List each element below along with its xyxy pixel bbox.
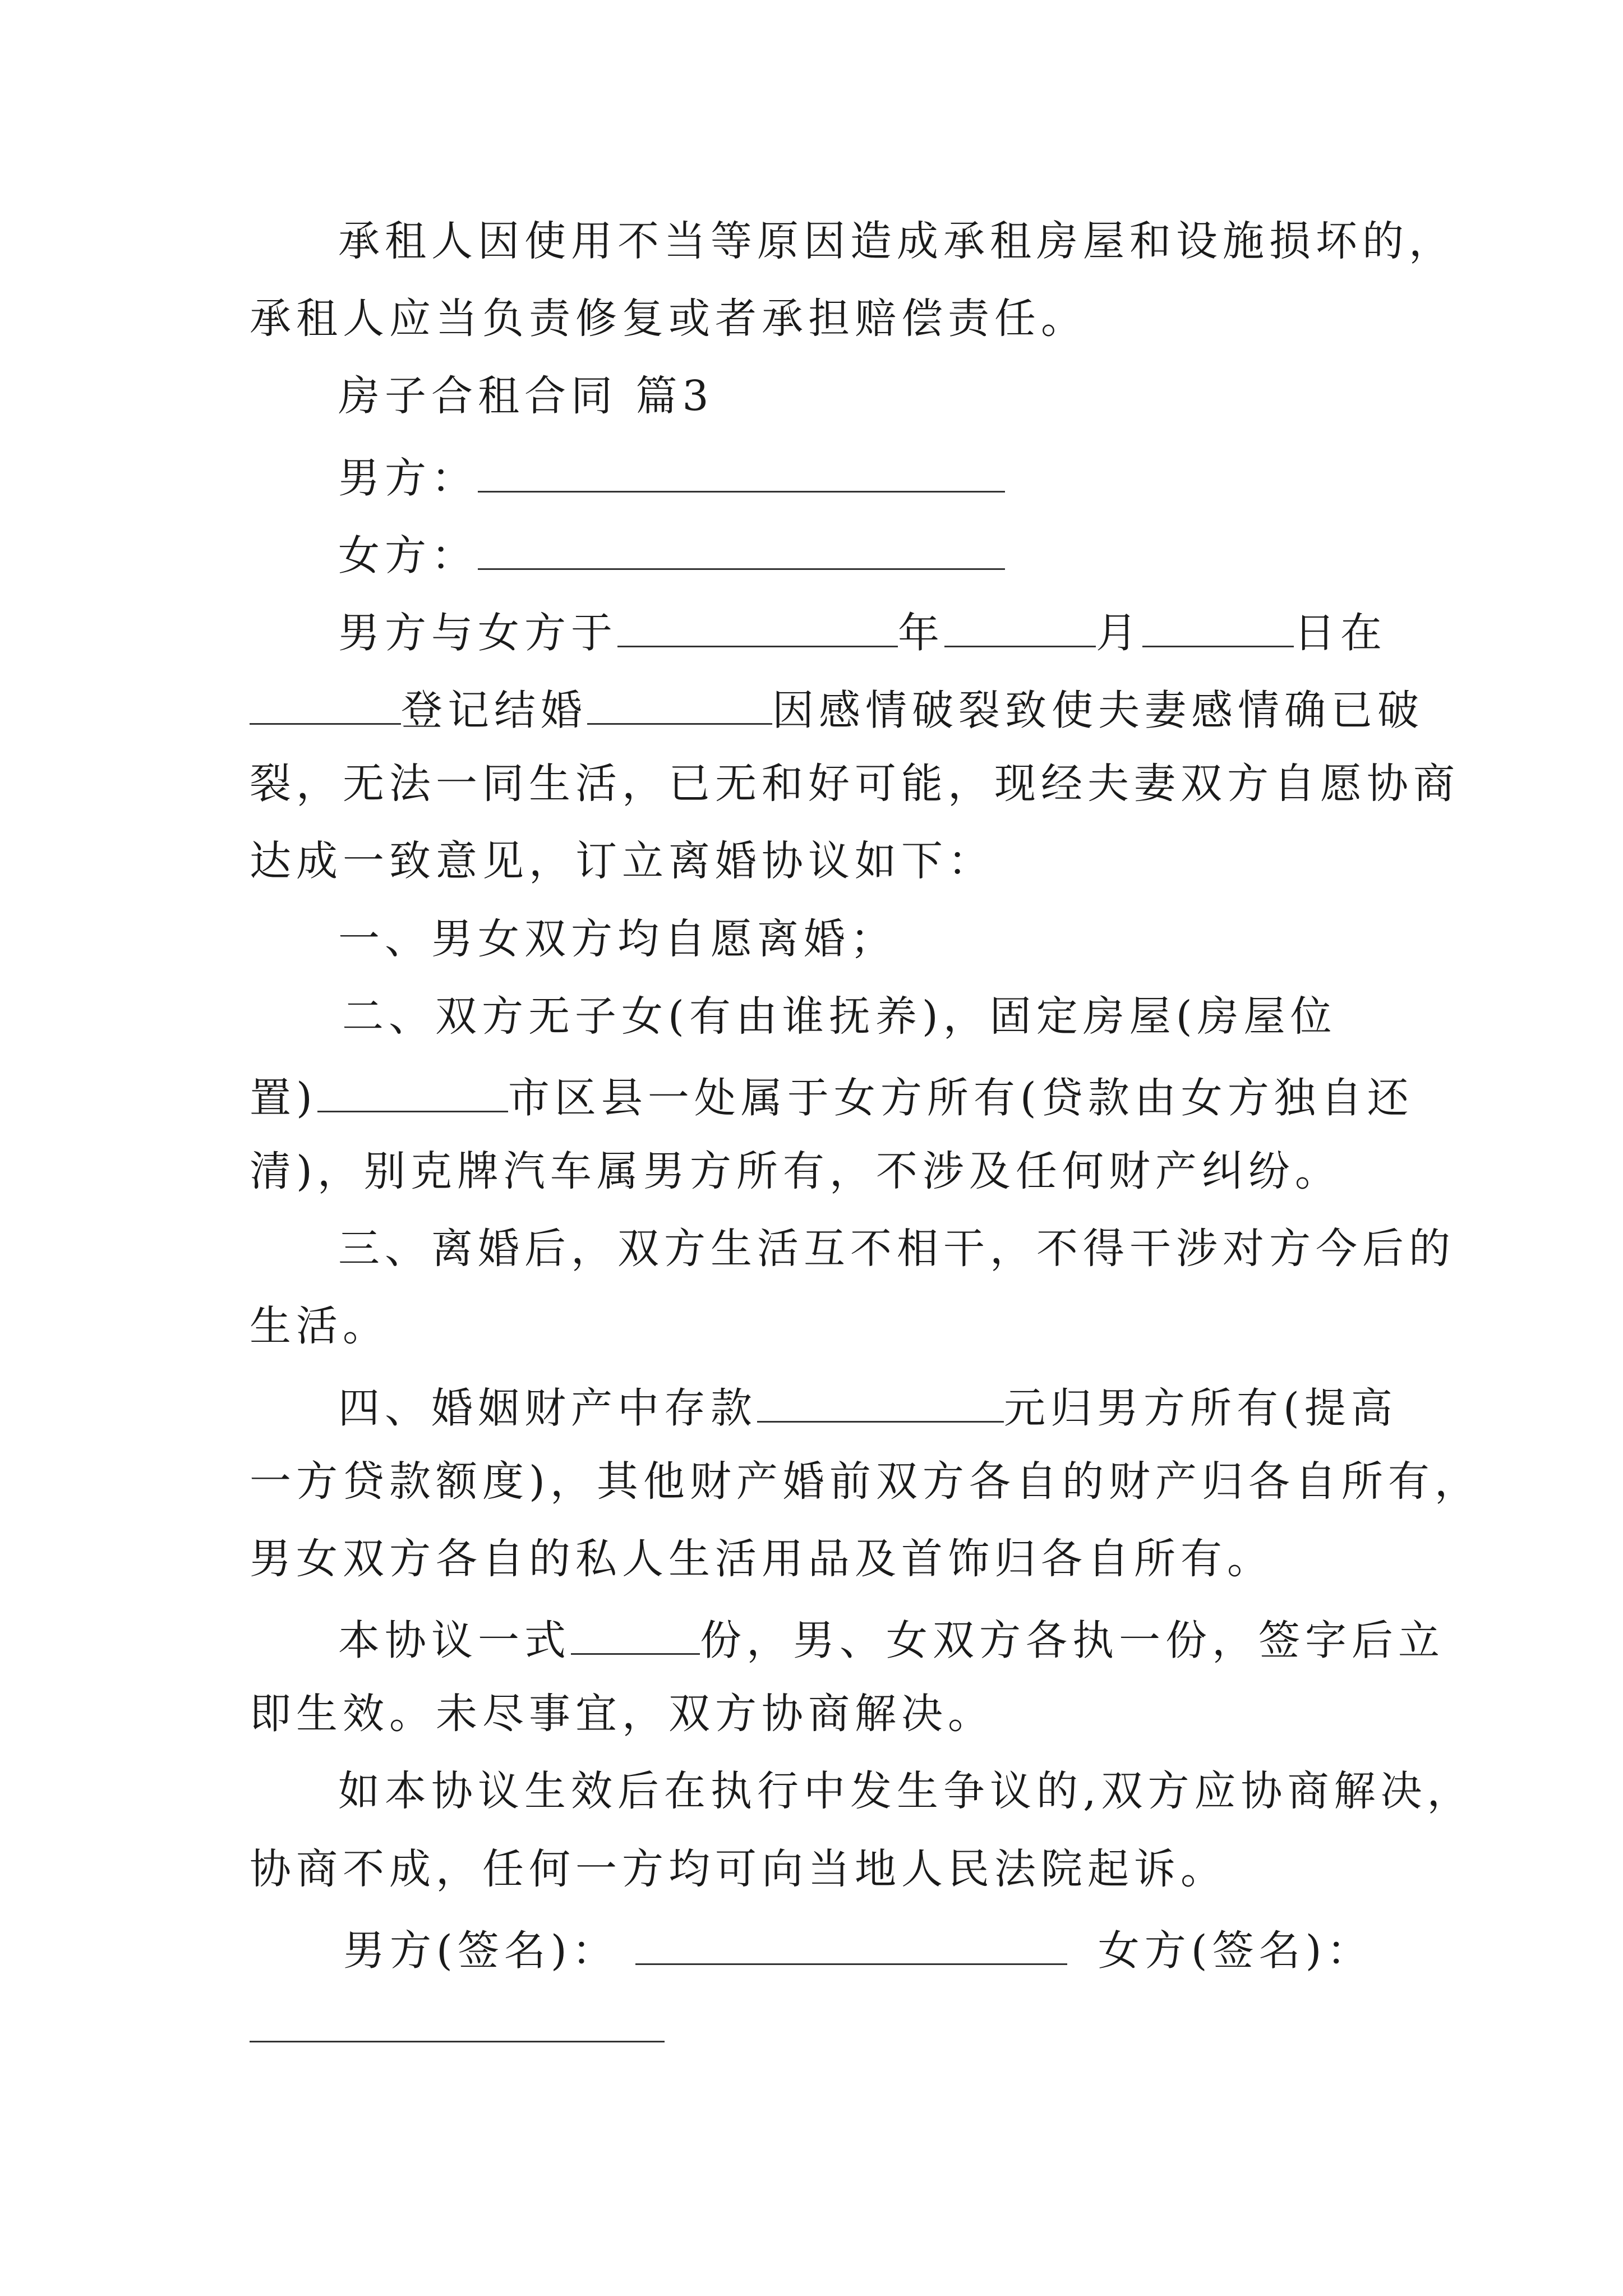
blank-line (250, 685, 401, 725)
paragraph-line: 一方贷款额度)，其他财产婚前双方各自的财产归各自所有， (250, 1457, 1481, 1506)
paragraph-line: 达成一致意见，订立离婚协议如下： (250, 837, 994, 885)
blank-line (587, 685, 772, 725)
blank-line (571, 1616, 700, 1655)
blank-line (1142, 608, 1294, 647)
signature-row: 男方(签名)： 女方(签名)： (343, 1926, 1373, 1975)
blank-line (617, 608, 898, 647)
paragraph-line: 裂，无法一同生活，已无和好可能，现经夫妻双方自愿协商 (250, 760, 1460, 808)
blank-line (478, 453, 1005, 493)
blank-line (944, 608, 1096, 647)
paragraph-line: 承租人应当负责修复或者承担赔偿责任。 (250, 295, 1087, 343)
paragraph-line: 如本协议生效后在执行中发生争议的,双方应协商解决， (338, 1767, 1474, 1815)
blank-line (757, 1383, 1004, 1423)
clause-1: 一、男女双方均自愿离婚； (338, 915, 897, 963)
blank-line (478, 531, 1005, 570)
blank-line (317, 1073, 508, 1112)
section-title: 房子合租合同 篇3 (338, 372, 714, 420)
paragraph-line: 登记结婚 因感情破裂致使夫妻感情确已破 (250, 685, 1394, 731)
clause-4: 四、婚姻财产中存款 元归男方所有(提高 (338, 1384, 1398, 1433)
signature-line-male: 男方： (338, 453, 1482, 499)
blank-line (250, 2041, 665, 2042)
paragraph-line: 男女双方各自的私人生活用品及首饰归各自所有。 (250, 1535, 1274, 1583)
paragraph-line: 承租人因使用不当等原因造成承租房屋和设施损坏的， (338, 217, 1455, 265)
paragraph-line: 置) 市区县一处属于女方所有(贷款由女方独自还 (250, 1074, 1414, 1122)
paragraph-line: 清)，别克牌汽车属男方所有，不涉及任何财产纠纷。 (250, 1147, 1341, 1195)
paragraph-line: 协商不成，任何一方均可向当地人民法院起诉。 (250, 1845, 1227, 1893)
paragraph-line: 即生效。未尽事宜，双方协商解决。 (250, 1690, 994, 1738)
paragraph-line: 本协议一式 份，男、女双方各执一份，签字后立 (338, 1616, 1445, 1665)
clause-2: 二、双方无子女(有由谁抚养)，固定房屋(房屋位 (342, 992, 1337, 1041)
paragraph-line: 生活。 (250, 1302, 389, 1350)
signature-line-female: 女方： (338, 531, 1482, 577)
paragraph-line: 男方与女方于 年 月 日在 (338, 609, 1387, 657)
clause-3: 三、离婚后，双方生活互不相干，不得干涉对方今后的 (338, 1225, 1455, 1273)
blank-line (635, 1926, 1067, 1965)
